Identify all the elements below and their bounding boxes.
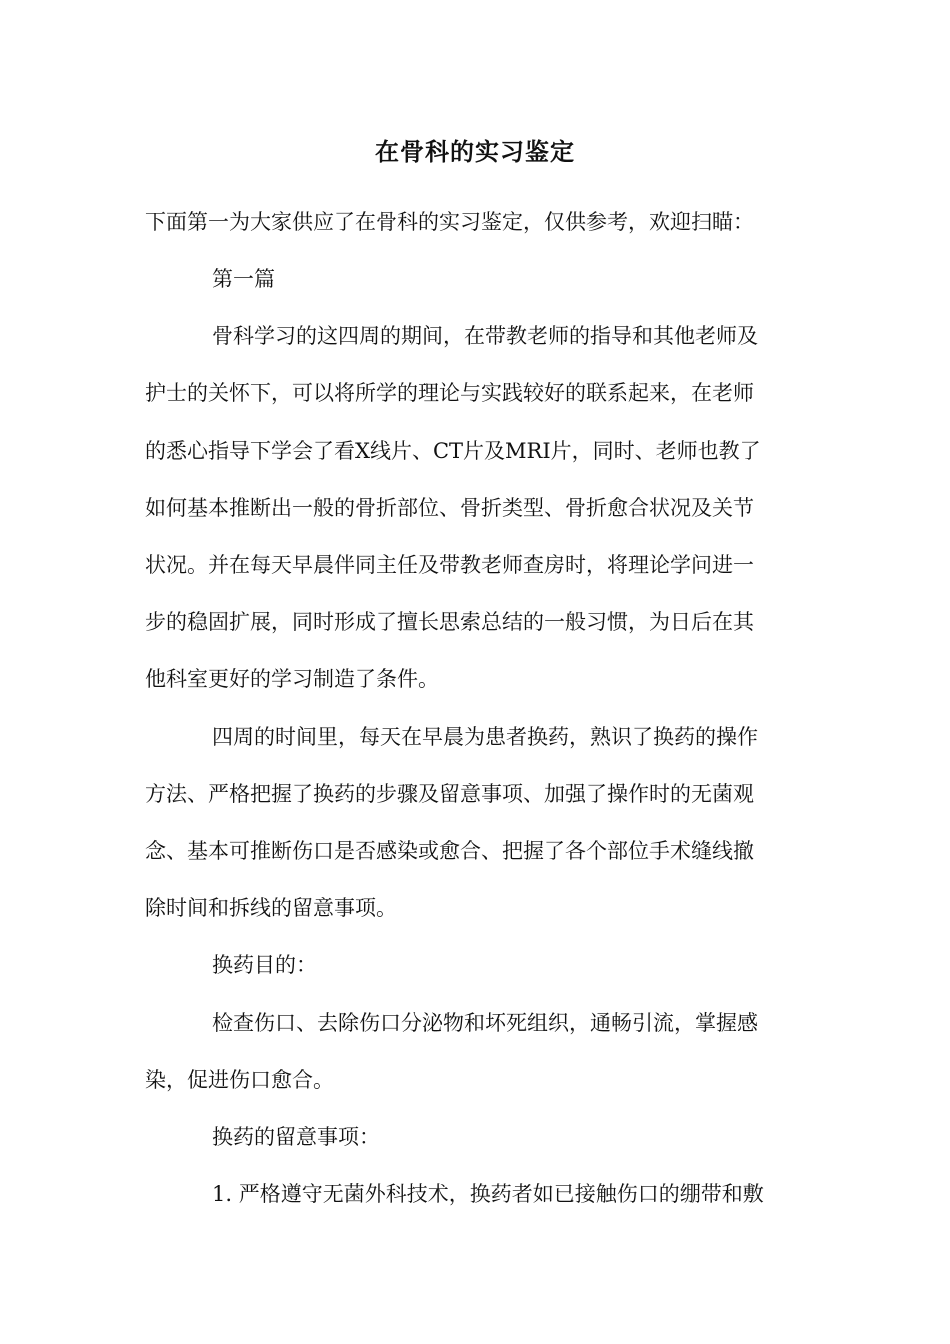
paragraph-line: 检查伤口、去除伤口分泌物和坏死组织，通畅引流，掌握感	[212, 1011, 758, 1035]
paragraph-line: 除时间和拆线的留意事项。	[145, 896, 397, 920]
paragraph-line: 念、基本可推断伤口是否感染或愈合、把握了各个部位手术缝线撤	[145, 839, 754, 863]
paragraph-line: 如何基本推断出一般的骨折部位、骨折类型、骨折愈合状况及关节	[145, 496, 754, 520]
paragraph-line: 骨科学习的这四周的期间，在带教老师的指导和其他老师及	[212, 324, 758, 348]
paragraph-line: 染，促进伤口愈合。	[145, 1068, 334, 1092]
paragraph-line: 的悉心指导下学会了看X线片、CT片及MRI片，同时、老师也教了	[145, 439, 761, 463]
paragraph-line: 状况。并在每天早晨伴同主任及带教老师查房时，将理论学问进一	[145, 553, 754, 577]
subheading: 换药的留意事项：	[212, 1125, 380, 1149]
paragraph-line: 他科室更好的学习制造了条件。	[145, 667, 439, 691]
document-title: 在骨科的实习鉴定	[375, 137, 575, 166]
paragraph-line: 四周的时间里，每天在早晨为患者换药，熟识了换药的操作	[212, 725, 758, 749]
paragraph-line: 方法、严格把握了换药的步骤及留意事项、加强了操作时的无菌观	[145, 782, 754, 806]
paragraph-line: 步的稳固扩展，同时形成了擅长思索总结的一般习惯，为日后在其	[145, 610, 754, 634]
intro-paragraph: 下面第一为大家供应了在骨科的实习鉴定，仅供参考，欢迎扫瞄：	[145, 210, 754, 234]
list-item: 1. 严格遵守无菌外科技术，换药者如已接触伤口的绷带和敷	[212, 1182, 764, 1206]
section-heading: 第一篇	[212, 267, 275, 291]
subheading: 换药目的：	[212, 953, 317, 977]
paragraph-line: 护士的关怀下，可以将所学的理论与实践较好的联系起来，在老师	[145, 381, 754, 405]
